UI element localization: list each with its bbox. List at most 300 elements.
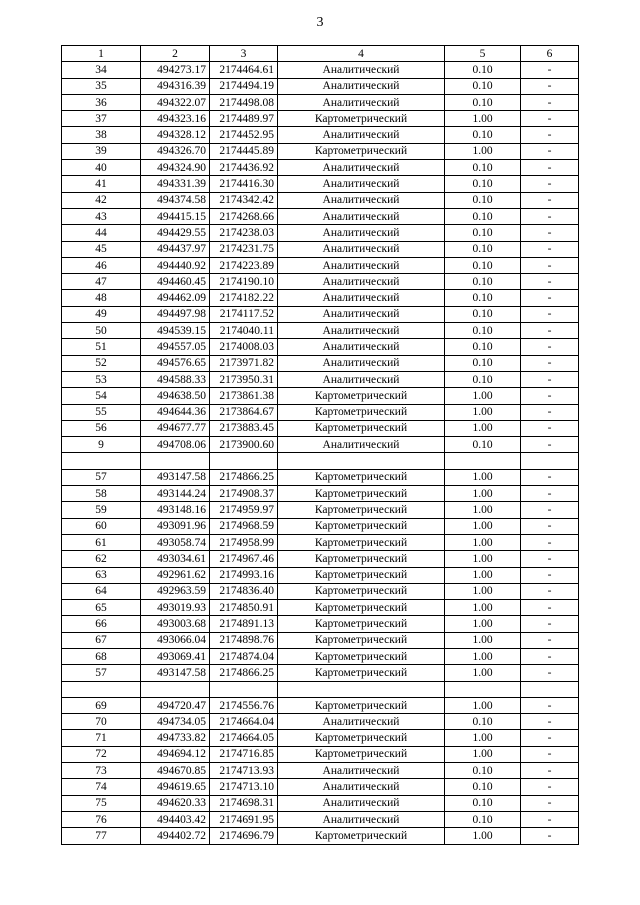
y-coordinate-cell: 2174874.04: [210, 648, 278, 664]
x-coordinate-cell: 494734.05: [141, 714, 210, 730]
y-coordinate-cell: 2174040.11: [210, 323, 278, 339]
x-coordinate-cell: 494677.77: [141, 420, 210, 436]
table-row: [62, 176, 579, 192]
y-coordinate-cell: [210, 453, 278, 469]
note-cell: -: [521, 420, 579, 436]
y-coordinate-cell: 2174117.52: [210, 306, 278, 322]
y-coordinate-cell: 2174231.75: [210, 241, 278, 257]
note-cell: -: [521, 306, 579, 322]
header-cell: 6: [521, 46, 579, 62]
note-cell: -: [521, 763, 579, 779]
table-row: [62, 795, 579, 811]
point-number-cell: 68: [62, 648, 141, 664]
y-coordinate-cell: 2174836.40: [210, 583, 278, 599]
note-cell: -: [521, 127, 579, 143]
accuracy-cell: 1.00: [445, 111, 521, 127]
point-number-cell: 64: [62, 583, 141, 599]
note-cell: -: [521, 779, 579, 795]
y-coordinate-cell: 2174713.93: [210, 763, 278, 779]
method-cell: Картометрический: [278, 600, 445, 616]
x-coordinate-cell: 494374.58: [141, 192, 210, 208]
x-coordinate-cell: 494694.12: [141, 746, 210, 762]
table-row: [62, 208, 579, 224]
x-coordinate-cell: 494316.39: [141, 78, 210, 94]
point-number-cell: 66: [62, 616, 141, 632]
note-cell: -: [521, 583, 579, 599]
accuracy-cell: 1.00: [445, 665, 521, 681]
note-cell: -: [521, 388, 579, 404]
note-cell: -: [521, 371, 579, 387]
y-coordinate-cell: 2174866.25: [210, 665, 278, 681]
x-coordinate-cell: 494557.05: [141, 339, 210, 355]
note-cell: -: [521, 290, 579, 306]
y-coordinate-cell: 2174664.05: [210, 730, 278, 746]
accuracy-cell: 0.10: [445, 241, 521, 257]
accuracy-cell: 0.10: [445, 160, 521, 176]
note-cell: -: [521, 241, 579, 257]
note-cell: -: [521, 78, 579, 94]
method-cell: Аналитический: [278, 779, 445, 795]
accuracy-cell: 1.00: [445, 486, 521, 502]
accuracy-cell: 0.10: [445, 714, 521, 730]
accuracy-cell: 1.00: [445, 469, 521, 485]
x-coordinate-cell: [141, 453, 210, 469]
method-cell: Аналитический: [278, 208, 445, 224]
point-number-cell: 9: [62, 437, 141, 453]
note-cell: -: [521, 257, 579, 273]
point-number-cell: 57: [62, 469, 141, 485]
point-number-cell: 48: [62, 290, 141, 306]
point-number-cell: 63: [62, 567, 141, 583]
note-cell: -: [521, 94, 579, 110]
x-coordinate-cell: 493019.93: [141, 600, 210, 616]
point-number-cell: 42: [62, 192, 141, 208]
method-cell: Аналитический: [278, 241, 445, 257]
accuracy-cell: 1.00: [445, 388, 521, 404]
x-coordinate-cell: 494539.15: [141, 323, 210, 339]
y-coordinate-cell: 2174891.13: [210, 616, 278, 632]
x-coordinate-cell: 493003.68: [141, 616, 210, 632]
method-cell: Аналитический: [278, 714, 445, 730]
table-row: [62, 600, 579, 616]
note-cell: -: [521, 355, 579, 371]
accuracy-cell: 1.00: [445, 502, 521, 518]
table-row: [62, 648, 579, 664]
y-coordinate-cell: 2174898.76: [210, 632, 278, 648]
note-cell: -: [521, 551, 579, 567]
point-number-cell: 55: [62, 404, 141, 420]
point-number-cell: 47: [62, 274, 141, 290]
method-cell: Картометрический: [278, 534, 445, 550]
method-cell: Картометрический: [278, 404, 445, 420]
y-coordinate-cell: 2174268.66: [210, 208, 278, 224]
table-row: [62, 469, 579, 485]
table-row: [62, 339, 579, 355]
point-number-cell: 61: [62, 534, 141, 550]
x-coordinate-cell: 493147.58: [141, 665, 210, 681]
accuracy-cell: 0.10: [445, 62, 521, 78]
method-cell: Аналитический: [278, 257, 445, 273]
note-cell: -: [521, 225, 579, 241]
y-coordinate-cell: 2174464.61: [210, 62, 278, 78]
accuracy-cell: 0.10: [445, 779, 521, 795]
note-cell: -: [521, 469, 579, 485]
accuracy-cell: 0.10: [445, 257, 521, 273]
accuracy-cell: 1.00: [445, 697, 521, 713]
accuracy-cell: 1.00: [445, 143, 521, 159]
accuracy-cell: 0.10: [445, 306, 521, 322]
y-coordinate-cell: 2174968.59: [210, 518, 278, 534]
x-coordinate-cell: 494440.92: [141, 257, 210, 273]
y-coordinate-cell: 2174993.16: [210, 567, 278, 583]
point-number-cell: 73: [62, 763, 141, 779]
y-coordinate-cell: 2174498.08: [210, 94, 278, 110]
method-cell: Аналитический: [278, 339, 445, 355]
table-row: [62, 323, 579, 339]
accuracy-cell: 0.10: [445, 78, 521, 94]
point-number-cell: 54: [62, 388, 141, 404]
accuracy-cell: 0.10: [445, 795, 521, 811]
x-coordinate-cell: 494328.12: [141, 127, 210, 143]
y-coordinate-cell: 2174959.97: [210, 502, 278, 518]
table-row: [62, 306, 579, 322]
method-cell: Картометрический: [278, 583, 445, 599]
x-coordinate-cell: 494331.39: [141, 176, 210, 192]
table-row: [62, 274, 579, 290]
point-number-cell: 37: [62, 111, 141, 127]
note-cell: -: [521, 323, 579, 339]
y-coordinate-cell: 2173900.60: [210, 437, 278, 453]
point-number-cell: 53: [62, 371, 141, 387]
table-row: [62, 143, 579, 159]
x-coordinate-cell: 493058.74: [141, 534, 210, 550]
accuracy-cell: 0.10: [445, 127, 521, 143]
y-coordinate-cell: 2174238.03: [210, 225, 278, 241]
note-cell: -: [521, 697, 579, 713]
note-cell: -: [521, 160, 579, 176]
table-row: [62, 567, 579, 583]
note-cell: [521, 453, 579, 469]
table-row: [62, 779, 579, 795]
accuracy-cell: 1.00: [445, 648, 521, 664]
point-number-cell: 71: [62, 730, 141, 746]
point-number-cell: 36: [62, 94, 141, 110]
table-row: [62, 697, 579, 713]
accuracy-cell: 1.00: [445, 730, 521, 746]
method-cell: Картометрический: [278, 551, 445, 567]
x-coordinate-cell: 494497.98: [141, 306, 210, 322]
y-coordinate-cell: 2174342.42: [210, 192, 278, 208]
x-coordinate-cell: 493066.04: [141, 632, 210, 648]
x-coordinate-cell: 494326.70: [141, 143, 210, 159]
x-coordinate-cell: 493034.61: [141, 551, 210, 567]
accuracy-cell: 1.00: [445, 828, 521, 844]
table-row: [62, 290, 579, 306]
table-row: [62, 583, 579, 599]
method-cell: Картометрический: [278, 616, 445, 632]
y-coordinate-cell: 2174713.10: [210, 779, 278, 795]
x-coordinate-cell: 494415.15: [141, 208, 210, 224]
note-cell: -: [521, 502, 579, 518]
note-cell: -: [521, 600, 579, 616]
method-cell: Картометрический: [278, 828, 445, 844]
method-cell: Картометрический: [278, 469, 445, 485]
y-coordinate-cell: 2173950.31: [210, 371, 278, 387]
table-header-row: [62, 46, 579, 62]
table-row: [62, 453, 579, 469]
note-cell: -: [521, 62, 579, 78]
point-number-cell: 65: [62, 600, 141, 616]
method-cell: Картометрический: [278, 697, 445, 713]
x-coordinate-cell: 493144.24: [141, 486, 210, 502]
header-cell: 5: [445, 46, 521, 62]
table-row: [62, 241, 579, 257]
table-row: [62, 534, 579, 550]
note-cell: -: [521, 486, 579, 502]
method-cell: Картометрический: [278, 665, 445, 681]
note-cell: -: [521, 534, 579, 550]
accuracy-cell: 0.10: [445, 355, 521, 371]
note-cell: -: [521, 143, 579, 159]
table-row: [62, 160, 579, 176]
x-coordinate-cell: 494720.47: [141, 697, 210, 713]
note-cell: -: [521, 665, 579, 681]
point-number-cell: 74: [62, 779, 141, 795]
accuracy-cell: 1.00: [445, 420, 521, 436]
point-number-cell: [62, 681, 141, 697]
method-cell: Аналитический: [278, 225, 445, 241]
y-coordinate-cell: 2174223.89: [210, 257, 278, 273]
table-row: [62, 225, 579, 241]
y-coordinate-cell: 2173971.82: [210, 355, 278, 371]
note-cell: [521, 681, 579, 697]
method-cell: Аналитический: [278, 371, 445, 387]
page-number: 3: [316, 15, 324, 30]
accuracy-cell: 1.00: [445, 567, 521, 583]
table-row: [62, 811, 579, 827]
method-cell: Аналитический: [278, 763, 445, 779]
method-cell: Аналитический: [278, 176, 445, 192]
table-body: [62, 62, 579, 844]
accuracy-cell: 0.10: [445, 811, 521, 827]
x-coordinate-cell: 494708.06: [141, 437, 210, 453]
x-coordinate-cell: 494429.55: [141, 225, 210, 241]
accuracy-cell: 1.00: [445, 746, 521, 762]
table-row: [62, 192, 579, 208]
note-cell: -: [521, 795, 579, 811]
point-number-cell: 39: [62, 143, 141, 159]
method-cell: Картометрический: [278, 730, 445, 746]
y-coordinate-cell: 2174958.99: [210, 534, 278, 550]
table-row: [62, 257, 579, 273]
note-cell: -: [521, 648, 579, 664]
accuracy-cell: 0.10: [445, 437, 521, 453]
note-cell: -: [521, 437, 579, 453]
method-cell: [278, 681, 445, 697]
accuracy-cell: 1.00: [445, 583, 521, 599]
table-row: [62, 828, 579, 844]
accuracy-cell: 1.00: [445, 534, 521, 550]
table-row: [62, 127, 579, 143]
table-row: [62, 437, 579, 453]
point-number-cell: 38: [62, 127, 141, 143]
table-row: [62, 518, 579, 534]
x-coordinate-cell: 494576.65: [141, 355, 210, 371]
point-number-cell: 44: [62, 225, 141, 241]
header-cell: 1: [62, 46, 141, 62]
note-cell: -: [521, 208, 579, 224]
note-cell: -: [521, 192, 579, 208]
table-row: [62, 714, 579, 730]
method-cell: Картометрический: [278, 632, 445, 648]
method-cell: Картометрический: [278, 502, 445, 518]
coordinates-table: [61, 45, 579, 845]
table-row: [62, 616, 579, 632]
y-coordinate-cell: [210, 681, 278, 697]
x-coordinate-cell: 493069.41: [141, 648, 210, 664]
point-number-cell: 46: [62, 257, 141, 273]
accuracy-cell: 0.10: [445, 176, 521, 192]
method-cell: Картометрический: [278, 746, 445, 762]
note-cell: -: [521, 714, 579, 730]
table-row: [62, 730, 579, 746]
table-row: [62, 551, 579, 567]
note-cell: -: [521, 404, 579, 420]
table-row: [62, 355, 579, 371]
x-coordinate-cell: 493091.96: [141, 518, 210, 534]
method-cell: Аналитический: [278, 160, 445, 176]
method-cell: [278, 453, 445, 469]
point-number-cell: 75: [62, 795, 141, 811]
point-number-cell: 69: [62, 697, 141, 713]
y-coordinate-cell: 2173864.67: [210, 404, 278, 420]
header-cell: 4: [278, 46, 445, 62]
method-cell: Картометрический: [278, 648, 445, 664]
x-coordinate-cell: 494670.85: [141, 763, 210, 779]
y-coordinate-cell: 2174716.85: [210, 746, 278, 762]
method-cell: Картометрический: [278, 388, 445, 404]
note-cell: -: [521, 274, 579, 290]
note-cell: -: [521, 746, 579, 762]
y-coordinate-cell: 2174445.89: [210, 143, 278, 159]
note-cell: -: [521, 518, 579, 534]
method-cell: Картометрический: [278, 420, 445, 436]
table-row: [62, 502, 579, 518]
note-cell: -: [521, 176, 579, 192]
point-number-cell: 50: [62, 323, 141, 339]
y-coordinate-cell: 2174416.30: [210, 176, 278, 192]
table-row: [62, 94, 579, 110]
note-cell: -: [521, 339, 579, 355]
x-coordinate-cell: 494322.07: [141, 94, 210, 110]
table-row: [62, 111, 579, 127]
method-cell: Аналитический: [278, 192, 445, 208]
y-coordinate-cell: 2174698.31: [210, 795, 278, 811]
x-coordinate-cell: 494403.42: [141, 811, 210, 827]
point-number-cell: 40: [62, 160, 141, 176]
y-coordinate-cell: 2173883.45: [210, 420, 278, 436]
x-coordinate-cell: 494638.50: [141, 388, 210, 404]
table-row: [62, 62, 579, 78]
x-coordinate-cell: 494462.09: [141, 290, 210, 306]
point-number-cell: 59: [62, 502, 141, 518]
point-number-cell: 57: [62, 665, 141, 681]
y-coordinate-cell: 2174190.10: [210, 274, 278, 290]
y-coordinate-cell: 2174436.92: [210, 160, 278, 176]
method-cell: Аналитический: [278, 62, 445, 78]
y-coordinate-cell: 2174908.37: [210, 486, 278, 502]
table-row: [62, 404, 579, 420]
point-number-cell: 62: [62, 551, 141, 567]
table-row: [62, 486, 579, 502]
header-cell: 2: [141, 46, 210, 62]
x-coordinate-cell: 494324.90: [141, 160, 210, 176]
accuracy-cell: [445, 681, 521, 697]
point-number-cell: 49: [62, 306, 141, 322]
point-number-cell: 52: [62, 355, 141, 371]
accuracy-cell: 1.00: [445, 518, 521, 534]
accuracy-cell: 0.10: [445, 323, 521, 339]
method-cell: Аналитический: [278, 78, 445, 94]
point-number-cell: 72: [62, 746, 141, 762]
accuracy-cell: 0.10: [445, 208, 521, 224]
x-coordinate-cell: 492961.62: [141, 567, 210, 583]
point-number-cell: 58: [62, 486, 141, 502]
method-cell: Аналитический: [278, 290, 445, 306]
y-coordinate-cell: 2174182.22: [210, 290, 278, 306]
x-coordinate-cell: 494644.36: [141, 404, 210, 420]
accuracy-cell: 0.10: [445, 192, 521, 208]
header-cell: 3: [210, 46, 278, 62]
accuracy-cell: 0.10: [445, 371, 521, 387]
method-cell: Аналитический: [278, 355, 445, 371]
accuracy-cell: 0.10: [445, 339, 521, 355]
point-number-cell: 35: [62, 78, 141, 94]
point-number-cell: 34: [62, 62, 141, 78]
method-cell: Аналитический: [278, 795, 445, 811]
x-coordinate-cell: 494437.97: [141, 241, 210, 257]
x-coordinate-cell: 492963.59: [141, 583, 210, 599]
point-number-cell: 45: [62, 241, 141, 257]
method-cell: Аналитический: [278, 323, 445, 339]
accuracy-cell: 0.10: [445, 274, 521, 290]
x-coordinate-cell: 494273.17: [141, 62, 210, 78]
x-coordinate-cell: 494323.16: [141, 111, 210, 127]
y-coordinate-cell: 2174494.19: [210, 78, 278, 94]
method-cell: Картометрический: [278, 486, 445, 502]
point-number-cell: 43: [62, 208, 141, 224]
y-coordinate-cell: 2174691.95: [210, 811, 278, 827]
accuracy-cell: 0.10: [445, 94, 521, 110]
method-cell: Аналитический: [278, 127, 445, 143]
method-cell: Аналитический: [278, 306, 445, 322]
method-cell: Картометрический: [278, 143, 445, 159]
y-coordinate-cell: 2174850.91: [210, 600, 278, 616]
method-cell: Аналитический: [278, 811, 445, 827]
y-coordinate-cell: 2174452.95: [210, 127, 278, 143]
method-cell: Аналитический: [278, 274, 445, 290]
table-row: [62, 371, 579, 387]
point-number-cell: 60: [62, 518, 141, 534]
x-coordinate-cell: 494460.45: [141, 274, 210, 290]
note-cell: -: [521, 828, 579, 844]
table-row: [62, 665, 579, 681]
x-coordinate-cell: 494619.65: [141, 779, 210, 795]
accuracy-cell: [445, 453, 521, 469]
y-coordinate-cell: 2174556.76: [210, 697, 278, 713]
note-cell: -: [521, 111, 579, 127]
point-number-cell: 41: [62, 176, 141, 192]
